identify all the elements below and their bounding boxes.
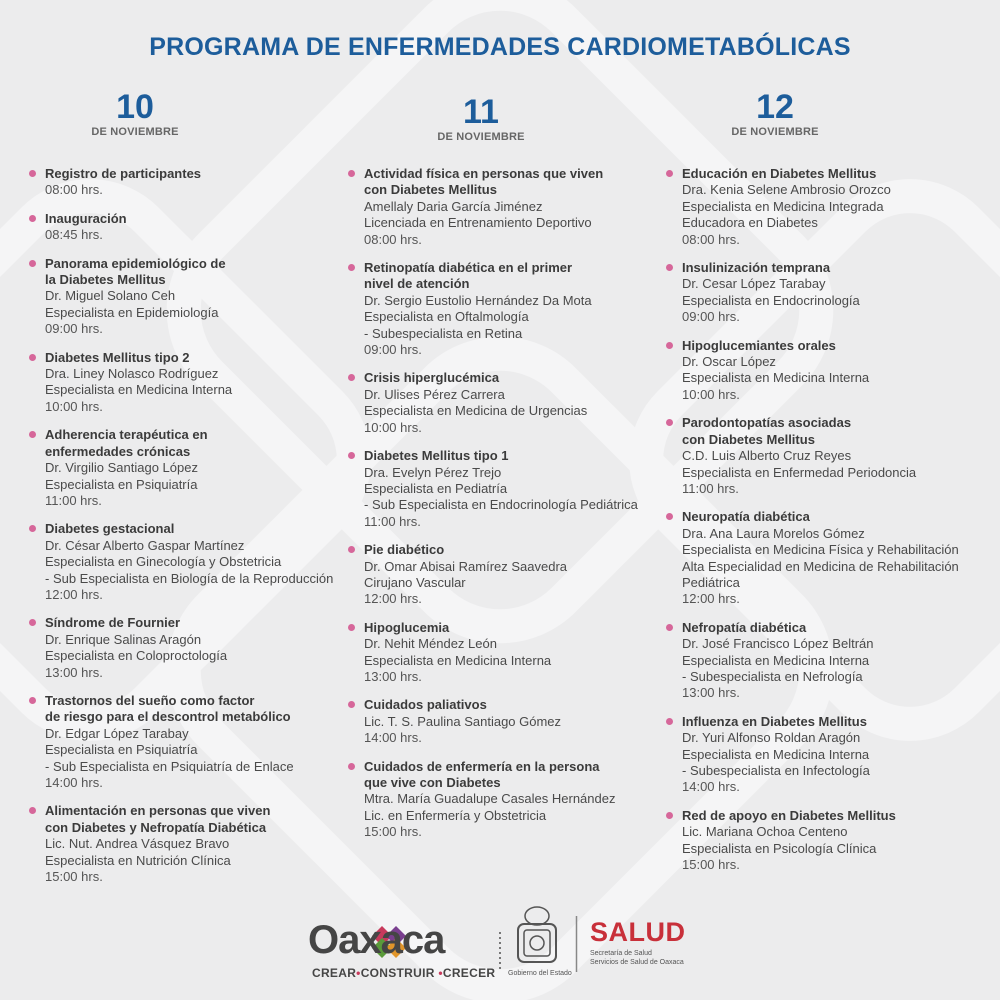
page-title: PROGRAMA DE ENFERMEDADES CARDIOMETABÓLICAS [149,33,851,61]
gobierno-label: Gobierno del Estado [508,970,572,977]
bullet-icon [348,624,355,631]
schedule-item [665,166,995,248]
session-time: 11:00 hrs. [682,480,739,496]
session-title: Trastornos del sueño como factor [45,692,255,708]
session-title: con Diabetes y Nefropatía Diabética [45,819,267,835]
speaker-line: Lic. Nut. Andrea Vásquez Bravo [45,836,230,852]
bullet-icon [666,624,673,631]
session-time: 08:00 hrs. [682,231,740,247]
session-title: Influenza en Diabetes Mellitus [682,713,867,729]
bullet-icon [666,718,673,725]
session-time: 08:45 hrs. [45,227,103,243]
footer [0,902,1000,1000]
speaker-line: Especialista en Endocrinología [682,292,860,308]
session-title: Cuidados paliativos [364,697,487,713]
day-number: 11 [463,93,499,131]
speaker-line: Dr. Sergio Eustolio Hernández Da Mota [364,292,592,308]
speaker-line: Dra. Ana Laura Morelos Gómez [682,525,865,541]
bullet-icon [348,452,355,459]
session-title: Cuidados de enfermería en la persona [364,758,600,774]
session-time: 15:00 hrs. [45,869,103,885]
speaker-line: Dr. Enrique Salinas Aragón [45,631,202,647]
bullet-icon [29,215,36,222]
schedule-item [28,166,358,199]
session-title: Nefropatía diabética [682,619,807,635]
bullet-icon [666,264,673,271]
schedule-item [347,260,667,358]
session-title: de riesgo para el descontrol metabólico [45,709,291,725]
speaker-line: Especialista en Oftalmología [364,309,529,325]
session-time: 11:00 hrs. [45,492,102,508]
speaker-line: Dra. Kenia Selene Ambrosio Orozco [682,182,891,198]
speaker-line: Especialista en Medicina de Urgencias [364,403,588,419]
speaker-line: Especialista en Ginecología y Obstetricia [45,554,282,570]
session-title: Actividad física en personas que viven [364,166,604,181]
speaker-line: Dr. Omar Abisai Ramírez Saavedra [364,558,568,574]
schedule-column-day-11 [347,166,667,853]
bullet-icon [666,419,673,426]
schedule-item [28,211,358,244]
speaker-line: Dr. César Alberto Gaspar Martínez [45,537,245,553]
bullet-icon [348,701,355,708]
speaker-line: Dr. Oscar López [682,354,776,370]
schedule-item [28,427,358,509]
speaker-line: Dra. Evelyn Pérez Trejo [364,464,502,480]
session-time: 10:00 hrs. [45,398,103,414]
session-time: 14:00 hrs. [45,775,103,790]
speaker-line: Dr. José Francisco López Beltrán [682,636,874,652]
day-header-11 [381,95,581,143]
speaker-line: Especialista en Enfermedad Periodoncia [682,464,917,480]
schedule-item [347,759,667,841]
speaker-line: Especialista en Psicología Clínica [682,840,877,856]
session-title: Crisis hiperglucémica [364,370,500,386]
session-title: Pie diabético [364,542,445,558]
schedule-item [28,803,358,885]
state-coat-of-arms-icon [512,904,562,966]
schedule-item [28,256,358,338]
bullet-icon [348,374,355,381]
speaker-line: Especialista en Coloproctología [45,648,228,664]
speaker-line: Dr. Nehit Méndez León [364,636,497,652]
bullet-icon [348,264,355,271]
bullet-icon [348,546,355,553]
bullet-icon [29,354,36,361]
day-header-12 [675,90,875,138]
schedule-item [28,521,358,603]
schedule-item [665,338,995,404]
schedule-item [28,693,358,791]
session-title: la Diabetes Mellitus [45,272,166,288]
bullet-icon [29,525,36,532]
bullet-icon [348,170,355,177]
schedule-item [347,697,667,746]
speaker-line: Licenciada en Entrenamiento Deportivo [364,215,592,231]
speaker-line: Especialista en Nutrición Clínica [45,852,231,868]
speaker-line: Dr. Edgar López Tarabay [45,725,189,741]
bullet-icon [29,697,36,704]
speaker-line: Especialista en Medicina Interna [682,370,870,386]
divider [498,932,502,970]
schedule-item [665,260,995,326]
bullet-icon [666,170,673,177]
schedule-item [665,714,995,796]
speaker-line: Dra. Liney Nolasco Rodríguez [45,366,219,382]
speaker-line: Amellaly Daria García Jiménez [364,198,543,214]
schedule-item [347,542,667,608]
day-number: 12 [756,88,794,126]
session-title: Inauguración [45,210,127,226]
bullet-icon [666,342,673,349]
bullet-icon [348,763,355,770]
session-title: Parodontopatías asociadas [682,415,852,431]
session-time: 11:00 hrs. [364,513,421,529]
speaker-line: Especialista en Medicina Interna [682,652,870,668]
schedule-item [665,509,995,607]
salud-subtitle: Secretaría de Salud Servicios de Salud de Oaxaca [590,950,684,966]
session-title: Diabetes Mellitus tipo 2 [45,349,190,365]
session-time: 12:00 hrs. [682,591,740,607]
session-title: Insulinización temprana [682,260,831,276]
session-time: 13:00 hrs. [45,664,103,680]
session-title: Adherencia terapéutica en [45,427,208,443]
speaker-line: Especialista en Medicina Interna [45,382,233,398]
session-time: 10:00 hrs. [364,419,422,435]
speaker-line: - Subespecialista en Nefrología [682,668,863,684]
speaker-line: - Sub Especialista en Endocrinología Pediátrica [364,497,638,513]
session-title: Síndrome de Fournier [45,615,181,631]
oaxaca-logo: Oaxaca [308,918,445,962]
speaker-line: Especialista en Epidemiología [45,304,219,320]
speaker-line: Lic. en Enfermería y Obstetricia [364,807,547,823]
speaker-line: Dr. Virgilio Santiago López [45,460,198,476]
session-time: 14:00 hrs. [682,779,740,795]
session-time: 15:00 hrs. [682,857,740,873]
schedule-item [665,620,995,702]
session-title: Registro de participantes [45,166,202,181]
bullet-icon [666,812,673,819]
speaker-line: Pediátrica [682,574,740,590]
schedule-item [347,448,667,530]
day-number: 10 [116,88,154,126]
speaker-line: Dr. Yuri Alfonso Roldan Aragón [682,730,861,746]
session-title: Diabetes gestacional [45,521,175,537]
session-title: Panorama epidemiológico de [45,255,226,271]
speaker-line: Dr. Miguel Solano Ceh [45,288,176,304]
session-title: enfermedades crónicas [45,443,191,459]
session-time: 09:00 hrs. [364,342,422,358]
bullet-icon [29,619,36,626]
session-title: nivel de atención [364,276,470,292]
speaker-line: Alta Especialidad en Medicina de Rehabilitación [682,558,959,574]
speaker-line: Especialista en Psiquiatría [45,742,198,758]
schedule-item [665,808,995,874]
oaxaca-tagline: CREAR•CONSTRUIR •CRECER [312,966,496,980]
speaker-line: Cirujano Vascular [364,574,466,590]
session-title: Neuropatía diabética [682,509,810,525]
speaker-line: Educadora en Diabetes [682,215,818,231]
session-title: que vive con Diabetes [364,775,501,790]
bullet-icon [29,170,36,177]
session-title: Alimentación en personas que viven [45,803,271,819]
session-title: Red de apoyo en Diabetes Mellitus [682,807,896,823]
session-title: Educación en Diabetes Mellitus [682,166,877,181]
session-title: Hipoglucemia [364,619,450,635]
session-time: 12:00 hrs. [45,586,103,602]
day-month: DE NOVIEMBRE [91,126,179,138]
speaker-line: Lic. Mariana Ochoa Centeno [682,824,848,840]
schedule-item [28,350,358,416]
speaker-line: Especialista en Pediatría [364,480,508,496]
bullet-icon [29,807,36,814]
divider [575,916,578,972]
salud-logo: SALUD [590,917,686,947]
schedule-column-day-12 [665,166,995,885]
speaker-line: Especialista en Medicina Interna [364,652,552,668]
speaker-line: Mtra. María Guadalupe Casales Hernández [364,791,616,807]
speaker-line: Dr. Ulises Pérez Carrera [364,386,505,402]
speaker-line: - Subespecialista en Infectología [682,763,870,778]
schedule-item [347,620,667,686]
speaker-line: Especialista en Medicina Física y Rehabilitación [682,542,959,558]
schedule-item [347,166,667,248]
bullet-icon [29,431,36,438]
session-title: con Diabetes Mellitus [682,431,815,447]
session-time: 08:00 hrs. [364,231,422,247]
session-time: 08:00 hrs. [45,182,103,198]
bullet-icon [29,260,36,267]
speaker-line: Lic. T. S. Paulina Santiago Gómez [364,713,562,729]
speaker-line: - Sub Especialista en Biología de la Reproducción [45,570,334,586]
day-header-10 [35,90,235,138]
day-month: DE NOVIEMBRE [731,126,819,138]
speaker-line: Dr. Cesar López Tarabay [682,276,826,292]
schedule-item [347,370,667,436]
schedule-column-day-10 [28,166,358,897]
speaker-line: C.D. Luis Alberto Cruz Reyes [682,448,852,464]
schedule-item [665,415,995,497]
session-time: 09:00 hrs. [45,321,103,337]
session-time: 09:00 hrs. [682,309,740,325]
bullet-icon [666,513,673,520]
session-title: Hipoglucemiantes orales [682,337,836,353]
speaker-line: - Sub Especialista en Psiquiatría de Enlace [45,758,294,774]
session-time: 12:00 hrs. [364,591,422,607]
speaker-line: - Subespecialista en Retina [364,325,523,341]
session-time: 10:00 hrs. [682,386,740,402]
speaker-line: Especialista en Medicina Integrada [682,198,884,214]
speaker-line: Especialista en Psiquiatría [45,476,198,492]
session-time: 14:00 hrs. [364,730,422,746]
day-month: DE NOVIEMBRE [437,131,525,143]
session-title: Retinopatía diabética en el primer [364,260,573,276]
session-time: 13:00 hrs. [364,668,422,684]
session-time: 13:00 hrs. [682,685,740,701]
speaker-line: Especialista en Medicina Interna [682,746,870,762]
session-time: 15:00 hrs. [364,824,422,840]
session-title: con Diabetes Mellitus [364,182,497,198]
schedule-item [28,615,358,681]
session-title: Diabetes Mellitus tipo 1 [364,448,509,464]
